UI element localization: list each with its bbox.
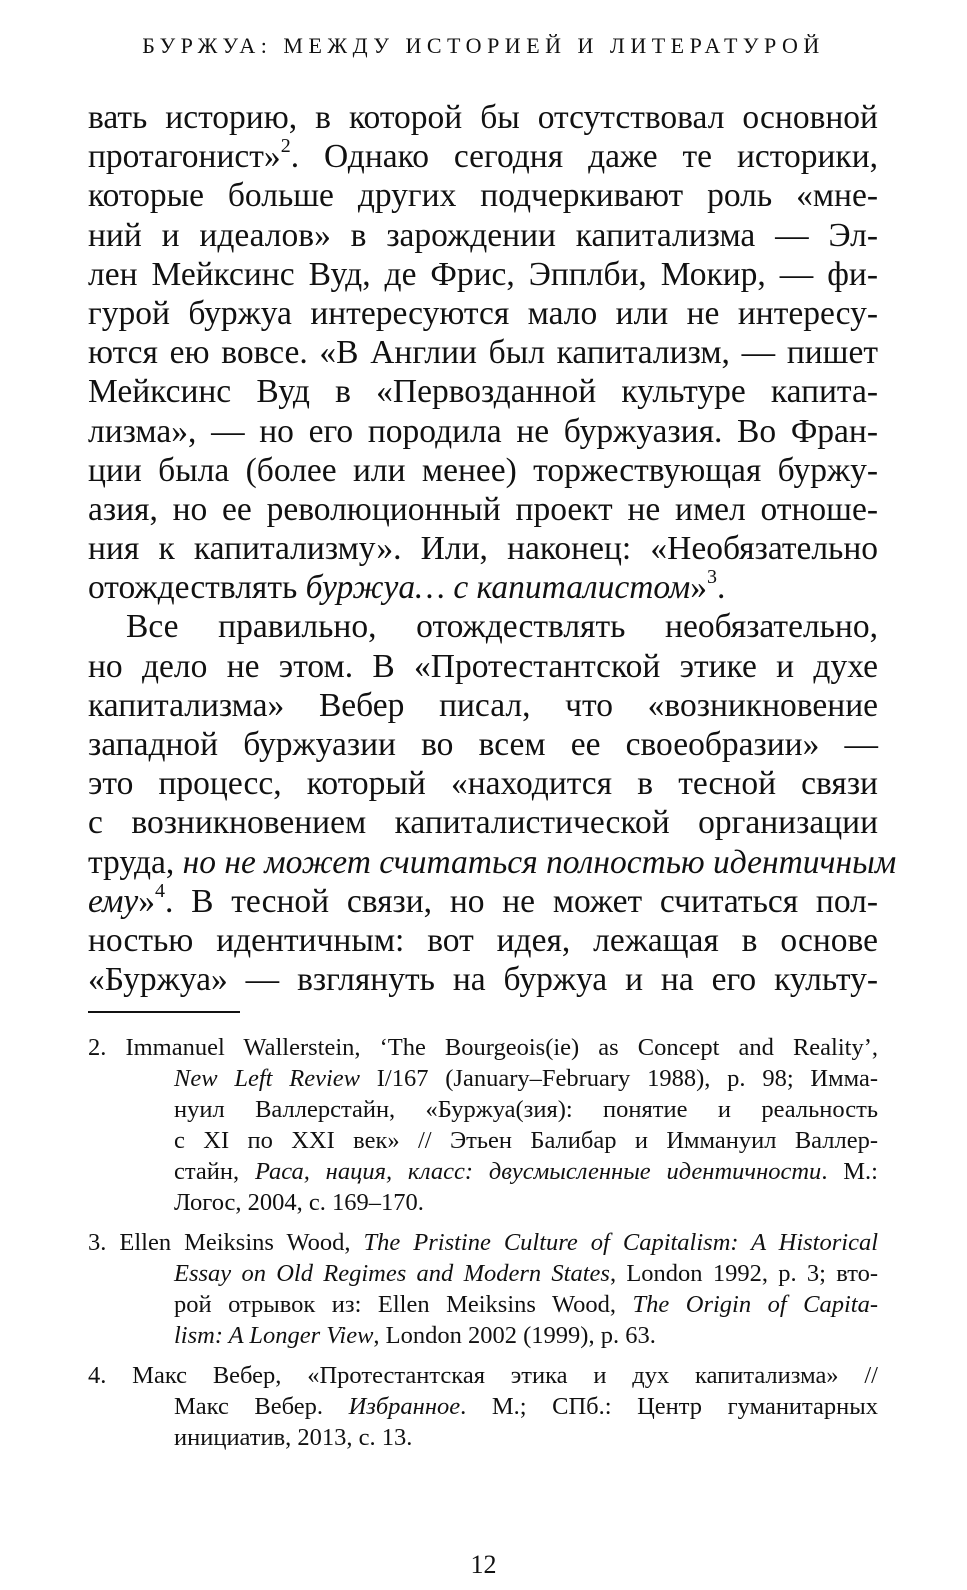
text-line: западной буржуазии во всем ее своеобразии» — xyxy=(88,726,878,763)
page-number: 12 xyxy=(470,1550,497,1579)
footnote-ref[interactable]: 4 xyxy=(155,879,166,902)
text-line: отождествлять буржуа… с капиталистом»$^3$. xyxy=(88,566,726,607)
text-line: капитализма» Вебер писал, что «возникновение xyxy=(88,686,878,724)
text-line: лен Мейксинс Вуд, де Фрис, Эпплби, Мокир, — фи- xyxy=(88,255,878,293)
text-line: ний и идеалов» в зарождении капитализма — Эл- xyxy=(88,216,878,254)
footnote-line: стайн, Раса, нация, класс: двусмысленные идентичности. М.: xyxy=(174,1158,878,1185)
footnote-line: 3. Ellen Meiksins Wood, The Pristine Culture of Capitalism: A Historical xyxy=(88,1229,878,1256)
footnote-line: Essay on Old Regimes and Modern States, London 1992, p. 3; вто- xyxy=(174,1260,878,1287)
text-line: Все правильно, отождествлять необязательно, xyxy=(126,608,878,646)
text-line: с возникновением капиталистической организации xyxy=(88,804,878,842)
footnote-line: lism: A Longer View, London 2002 (1999), p. 63. xyxy=(174,1322,656,1349)
text-line: ются ею вовсе. «В Англии был капитализм, — пишет xyxy=(88,334,878,372)
footnote-line: рой отрывок из: Ellen Meiksins Wood, The Origin of Capita- xyxy=(174,1291,879,1318)
text-line: но дело не этом. В «Протестантской этике и духе xyxy=(88,647,878,685)
main-text xyxy=(88,98,897,999)
footnote-line: с XI по XXI век» // Этьен Балибар и Иммануил Валлер- xyxy=(174,1127,878,1154)
footnote-3 xyxy=(88,1227,878,1351)
text-line: «Буржуа» — взглянуть на буржуа и на его культу- xyxy=(88,961,878,999)
italic-text: ему xyxy=(88,882,139,920)
text-line: которые больше других подчеркивают роль «мне- xyxy=(88,177,878,215)
footnote-line: Макс Вебер. Избранное. М.; СПб.: Центр гуманитарных xyxy=(174,1393,878,1420)
footnote-2 xyxy=(88,1032,878,1218)
italic-text: но не может считаться полностью идентичным xyxy=(182,843,897,881)
footnote-line: Логос, 2004, с. 169–170. xyxy=(174,1189,424,1216)
text-line: ностью идентичным: вот идея, лежащая в основе xyxy=(88,921,878,959)
text-line: ему»$^4$. В тесной связи, но не может считаться пол- xyxy=(88,879,878,920)
footnote-line: инициатив, 2013, с. 13. xyxy=(174,1424,413,1451)
text-line: ции была (более или менее) торжествующая буржу- xyxy=(88,451,878,489)
footnote-line: 4. Макс Вебер, «Протестантская этика и дух капитализма» // xyxy=(88,1362,878,1389)
text-line: лизма», — но его породила не буржуазия. Во Фран- xyxy=(88,412,878,450)
text-line: гурой буржуа интересуются мало или не интересу- xyxy=(88,294,878,332)
footnote-line: нуил Валлерстайн, «Буржуа(зия): понятие и реальность xyxy=(174,1096,878,1123)
footnote-ref[interactable]: 2 xyxy=(280,135,291,158)
running-head: БУРЖУА: МЕЖДУ ИСТОРИЕЙ И ЛИТЕРАТУРОЙ xyxy=(142,33,825,58)
italic-text: буржуа… с капиталистом xyxy=(305,569,691,607)
footnote-divider xyxy=(88,1011,240,1013)
footnote-ref[interactable]: 3 xyxy=(707,566,718,589)
text-line: протагонист»$^2$. Однако сегодня даже те историки, xyxy=(88,135,878,176)
text-line: это процесс, который «находится в тесной связи xyxy=(88,765,878,803)
text-line: труда, но не может считаться полностью идентичным xyxy=(88,843,897,881)
paragraph xyxy=(88,607,897,999)
footnotes xyxy=(88,1032,878,1462)
text-line: ния к капитализму». Или, наконец: «Необязательно xyxy=(88,530,878,568)
text-line: вать историю, в которой бы отсутствовал основной xyxy=(88,99,878,136)
text-line: азия, но ее революционный проект не имел отноше- xyxy=(88,490,878,528)
footnote-4 xyxy=(88,1360,878,1453)
footnote-line: 2. Immanuel Wallerstein, ‘The Bourgeois(ie) as Concept and Reality’, xyxy=(88,1034,878,1061)
text-line: Мейксинс Вуд в «Первозданной культуре капита- xyxy=(88,373,878,411)
paragraph xyxy=(88,98,878,607)
footnote-line: New Left Review I/167 (January–February 1988), p. 98; Имма- xyxy=(174,1065,878,1092)
